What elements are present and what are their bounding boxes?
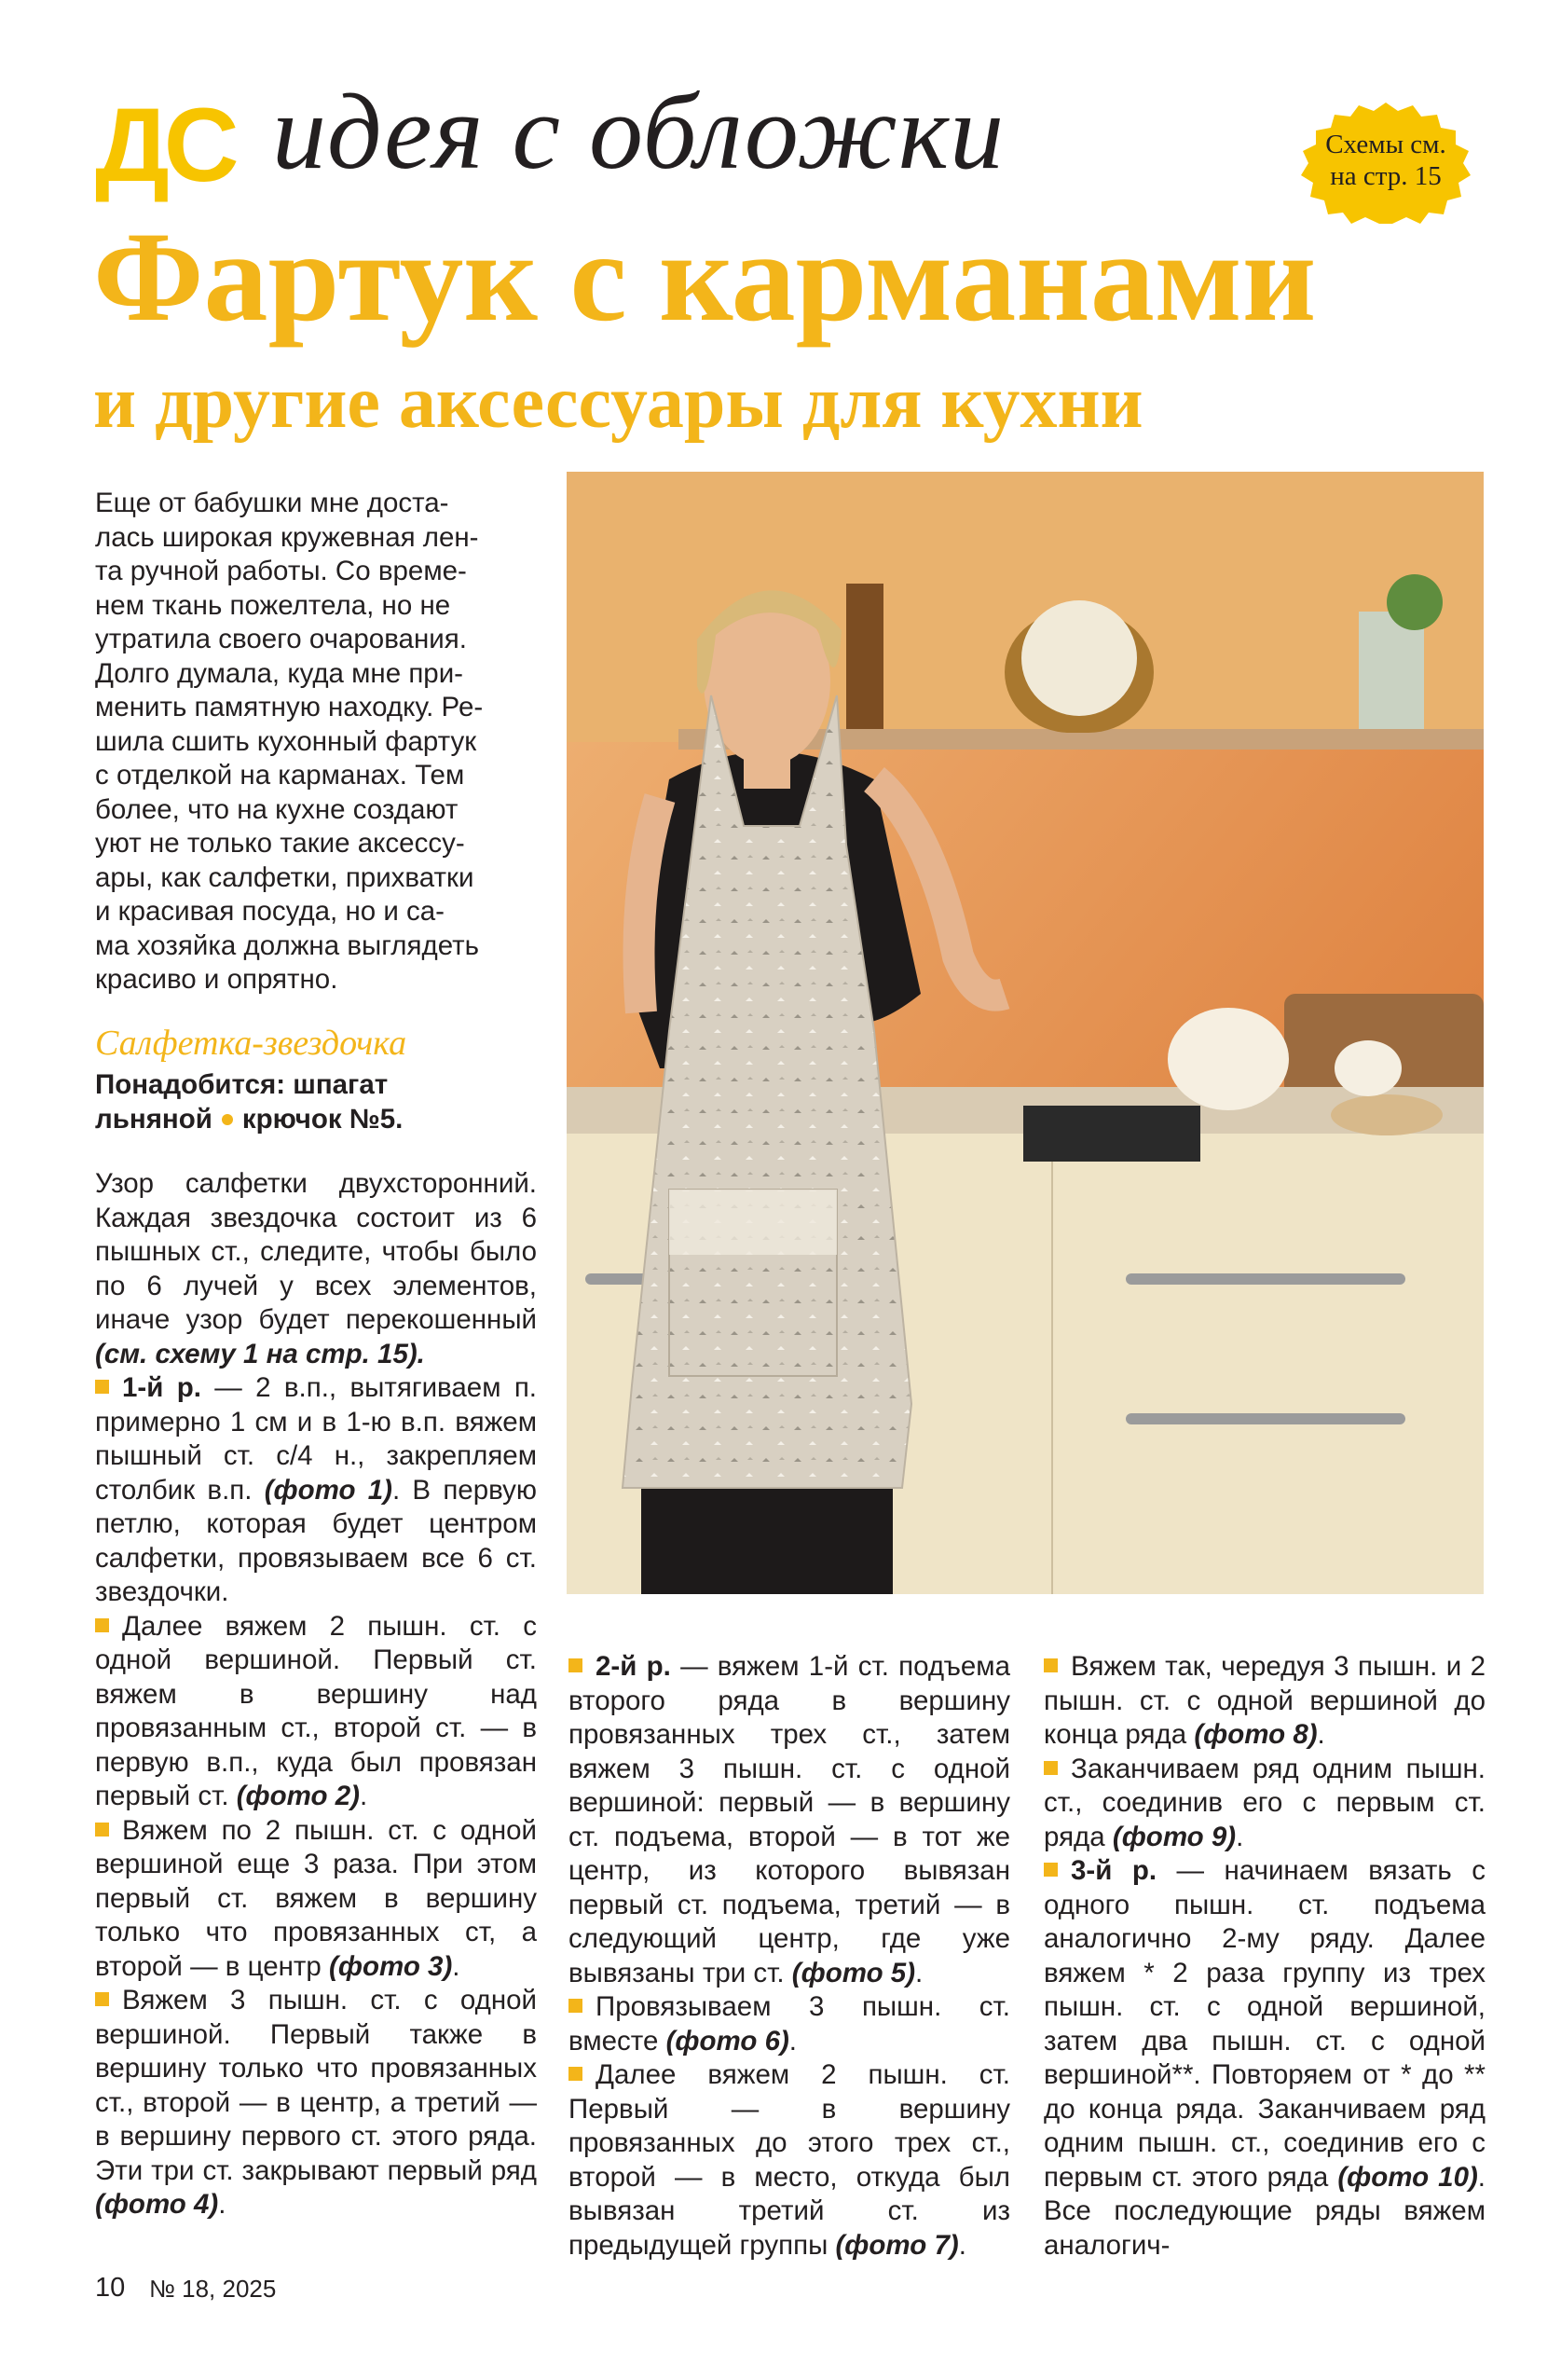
photo-reference: (фото 10) xyxy=(1337,2161,1478,2193)
paragraph-text: — начинаем вязать с одного пышн. ст. подъема аналогично 2-му ряду. Далее вяжем * 2 раза группу из трех пышн. ст. с одной вершиной, затем два пышн. ст. с одной вершиной**. Повторяем от * до ** до конца ряда. Заканчиваем ряд одним пышн. ст., соединив его с первым ст. этого ряда xyxy=(1044,1855,1486,2193)
bullet-square-icon xyxy=(568,1999,582,2013)
column-1-instructions xyxy=(95,1167,537,2258)
intro-line: нем ткань пожелтела, но не xyxy=(95,589,451,621)
photo-reference: (фото 1) xyxy=(264,1474,392,1506)
intro-line: та ручной работы. Со време- xyxy=(95,556,467,586)
paragraph: Провязываем 3 пышн. ст. вместе (фото 6). xyxy=(568,1991,1010,2057)
paragraph xyxy=(95,1371,537,1610)
intro-line: Еще от бабушки мне доста- xyxy=(95,488,449,518)
paragraph: Далее вяжем 2 пышн. ст. с одной вершиной. Первый ст. вяжем в вершину над провязанным ст., второй ст. — в первую в.п., куда был провязан первый ст. (фото 2). xyxy=(95,1610,537,1811)
paragraph-text: — вяжем 1-й ст. подъема второго ряда в вершину провязанных трех ст., затем вяжем 3 пышн. ст. с одной вершиной: первый — в вершину ст. подъема, второй — в тот же центр, из которого вывязан первый ст. подъема, третий — в следующий центр, где уже вывязаны три ст. xyxy=(568,1651,1010,1988)
intro-line: более, что на кухне создают xyxy=(95,793,459,825)
cover-photo xyxy=(567,472,1484,1594)
scheme-badge-text xyxy=(1303,129,1469,192)
paragraph-text: Вяжем по 2 пышн. ст. с одной вершиной еще 3 раза. При этом первый ст. вяжем в вершину только что провязанных ст, а второй — в центр xyxy=(95,1814,537,1982)
issue-number: № 18, 2025 xyxy=(149,2275,277,2303)
photo-reference: (фото 2) xyxy=(236,1781,360,1811)
bullet-square-icon xyxy=(95,1380,109,1394)
badge-line-2: на стр. 15 xyxy=(1330,161,1442,191)
page-number: 10 xyxy=(95,2273,126,2303)
photo-reference: (фото 6) xyxy=(665,2025,789,2057)
bullet-square-icon xyxy=(1044,1863,1058,1877)
paragraph-text: . В первую петлю, которая будет центром салфетки, провязываем все 6 ст. звездочки. xyxy=(95,1474,538,1607)
intro-line: с отделкой на карманах. Тем xyxy=(95,760,465,791)
scheme-reference: (см. схему 1 на стр. 15). xyxy=(95,1338,425,1369)
photo-reference: (фото 3) xyxy=(329,1950,453,1982)
photo-reference: (фото 5) xyxy=(791,1957,916,1988)
row-label: 3-й р. xyxy=(1071,1855,1157,1886)
photo-reference: (фото 4) xyxy=(95,2189,219,2220)
intro-line: утратила своего очарования. xyxy=(95,624,467,654)
materials-hook: крючок №5. xyxy=(241,1103,404,1135)
column-2-instructions xyxy=(568,1650,1010,2261)
intro-text xyxy=(95,487,537,997)
paragraph-text: Узор салфетки двухсторонний. Каждая звездочка состоит из 6 пышных ст., следите, чтобы было по 6 лучей у всех элементов, иначе узор будет перекошенный xyxy=(95,1168,537,1335)
paragraph-text: Далее вяжем 2 пышн. ст. Первый — в вершину провязанных до этого трех ст., второй — в место, откуда был вывязан третий ст. из предыдущей группы xyxy=(568,2059,1010,2261)
paragraph-text: Провязываем 3 пышн. ст. вместе xyxy=(568,1991,1010,2057)
paragraph-text: Далее вяжем 2 пышн. ст. с одной вершиной. Первый ст. вяжем в вершину над провязанным ст., второй ст. — в первую в.п., куда был провязан первый ст. xyxy=(95,1610,537,1811)
column-3-instructions xyxy=(1044,1650,1486,2261)
paragraph: Заканчиваем ряд одним пышн. ст., соединив его с первым ст. ряда (фото 9). xyxy=(1044,1753,1486,1852)
paragraph: 2-й р. — вяжем 1-й ст. подъема второго ряда в вершину провязанных трех ст., затем вяжем 3 пышн. ст. с одной вершиной: первый — в вершину ст. подъема, второй — в тот же центр, из которого вывязан первый ст. подъема, третий — в следующий центр, где уже вывязаны три ст. (фото 5). xyxy=(568,1651,1010,1988)
materials-needed xyxy=(95,1068,537,1136)
paragraph-text: . Все последующие ряды вяжем аналогич- xyxy=(1044,2161,1486,2261)
bullet-square-icon xyxy=(568,1658,582,1672)
napkin-heading: Салфетка-звездочка xyxy=(95,1024,407,1063)
intro-line: ары, как салфетки, прихватки xyxy=(95,861,474,893)
intro-line: уют не только такие аксессу- xyxy=(95,828,465,859)
paragraph: Далее вяжем 2 пышн. ст. Первый — в вершину провязанных до этого трех ст., второй — в место, откуда был вывязан третий ст. из предыдущей группы (фото 7). xyxy=(568,2059,1010,2261)
paragraph xyxy=(1044,1854,1486,2263)
photo-reference: (фото 7) xyxy=(835,2229,959,2261)
intro-line: ма хозяйка должна выглядеть xyxy=(95,929,480,961)
paragraph: Вяжем так, чередуя 3 пышн. и 2 пышн. ст. с одной вершиной до конца ряда (фото 8). xyxy=(1044,1651,1486,1750)
paragraph xyxy=(95,1167,537,1371)
woman-in-apron-kitchen-photo-icon xyxy=(567,472,1484,1594)
paragraph-text: Заканчиваем ряд одним пышн. ст., соединив его с первым ст. ряда xyxy=(1044,1753,1486,1852)
photo-reference: (фото 9) xyxy=(1112,1821,1237,1852)
materials-line-2 xyxy=(95,1103,537,1137)
intro-line: и красивая посуда, но и са- xyxy=(95,896,445,927)
intro-line: красиво и опрятно. xyxy=(95,964,338,995)
row-label: 1-й р. xyxy=(122,1372,201,1403)
materials-line-1: Понадобится: шпагат xyxy=(95,1069,389,1100)
intro-line: Долго думала, куда мне при- xyxy=(95,657,464,689)
article-title: Фартук с карманами xyxy=(93,205,1317,348)
paragraph: Вяжем по 2 пышн. ст. с одной вершиной еще 3 раза. При этом первый ст. вяжем в вершину только что провязанных ст, а второй — в центр (фото 3). xyxy=(95,1814,537,1982)
bullet-square-icon xyxy=(95,1992,109,2006)
materials-twine: льняной xyxy=(95,1103,212,1135)
photo-reference: (фото 8) xyxy=(1194,1719,1318,1750)
bullet-square-icon xyxy=(1044,1761,1058,1775)
intro-line: лась широкая кружевная лен- xyxy=(95,521,479,553)
bullet-square-icon xyxy=(1044,1658,1058,1672)
paragraph: Вяжем 3 пышн. ст. с одной вершиной. Первый также в вершину только что провязанных ст., второй — в центр, а третий — в вершину первого ст. этого ряда. Эти три ст. закрывают первый ряд (фото 4). xyxy=(95,1985,537,2220)
bullet-square-icon xyxy=(95,1823,109,1837)
bullet-square-icon xyxy=(568,2067,582,2081)
article-subtitle: и другие аксессуары для кухни xyxy=(93,362,1143,444)
paragraph-text: Вяжем 3 пышн. ст. с одной вершиной. Первый также в вершину только что провязанных ст., второй — в центр, а третий — в вершину первого ст. этого ряда. Эти три ст. закрывают первый ряд xyxy=(95,1985,537,2186)
paragraph-text: Вяжем так, чередуя 3 пышн. и 2 пышн. ст. с одной вершиной до конца ряда xyxy=(1044,1651,1486,1750)
row-label: 2-й р. xyxy=(596,1651,671,1682)
section-title: идея с обложки xyxy=(272,73,1006,192)
paragraph-text: — 2 в.п., вытягиваем п. примерно 1 см и в 1-ю в.п. вяжем пышный ст. с/4 н., закрепляем столбик в.п. xyxy=(95,1372,538,1506)
bullet-square-icon xyxy=(95,1618,109,1632)
intro-line: менить памятную находку. Ре- xyxy=(95,692,484,722)
badge-line-1: Схемы см. xyxy=(1325,130,1446,159)
magazine-logo: ДС xyxy=(95,87,234,203)
bullet-dot-icon xyxy=(222,1114,233,1125)
intro-line: шила сшить кухонный фартук xyxy=(95,725,477,757)
